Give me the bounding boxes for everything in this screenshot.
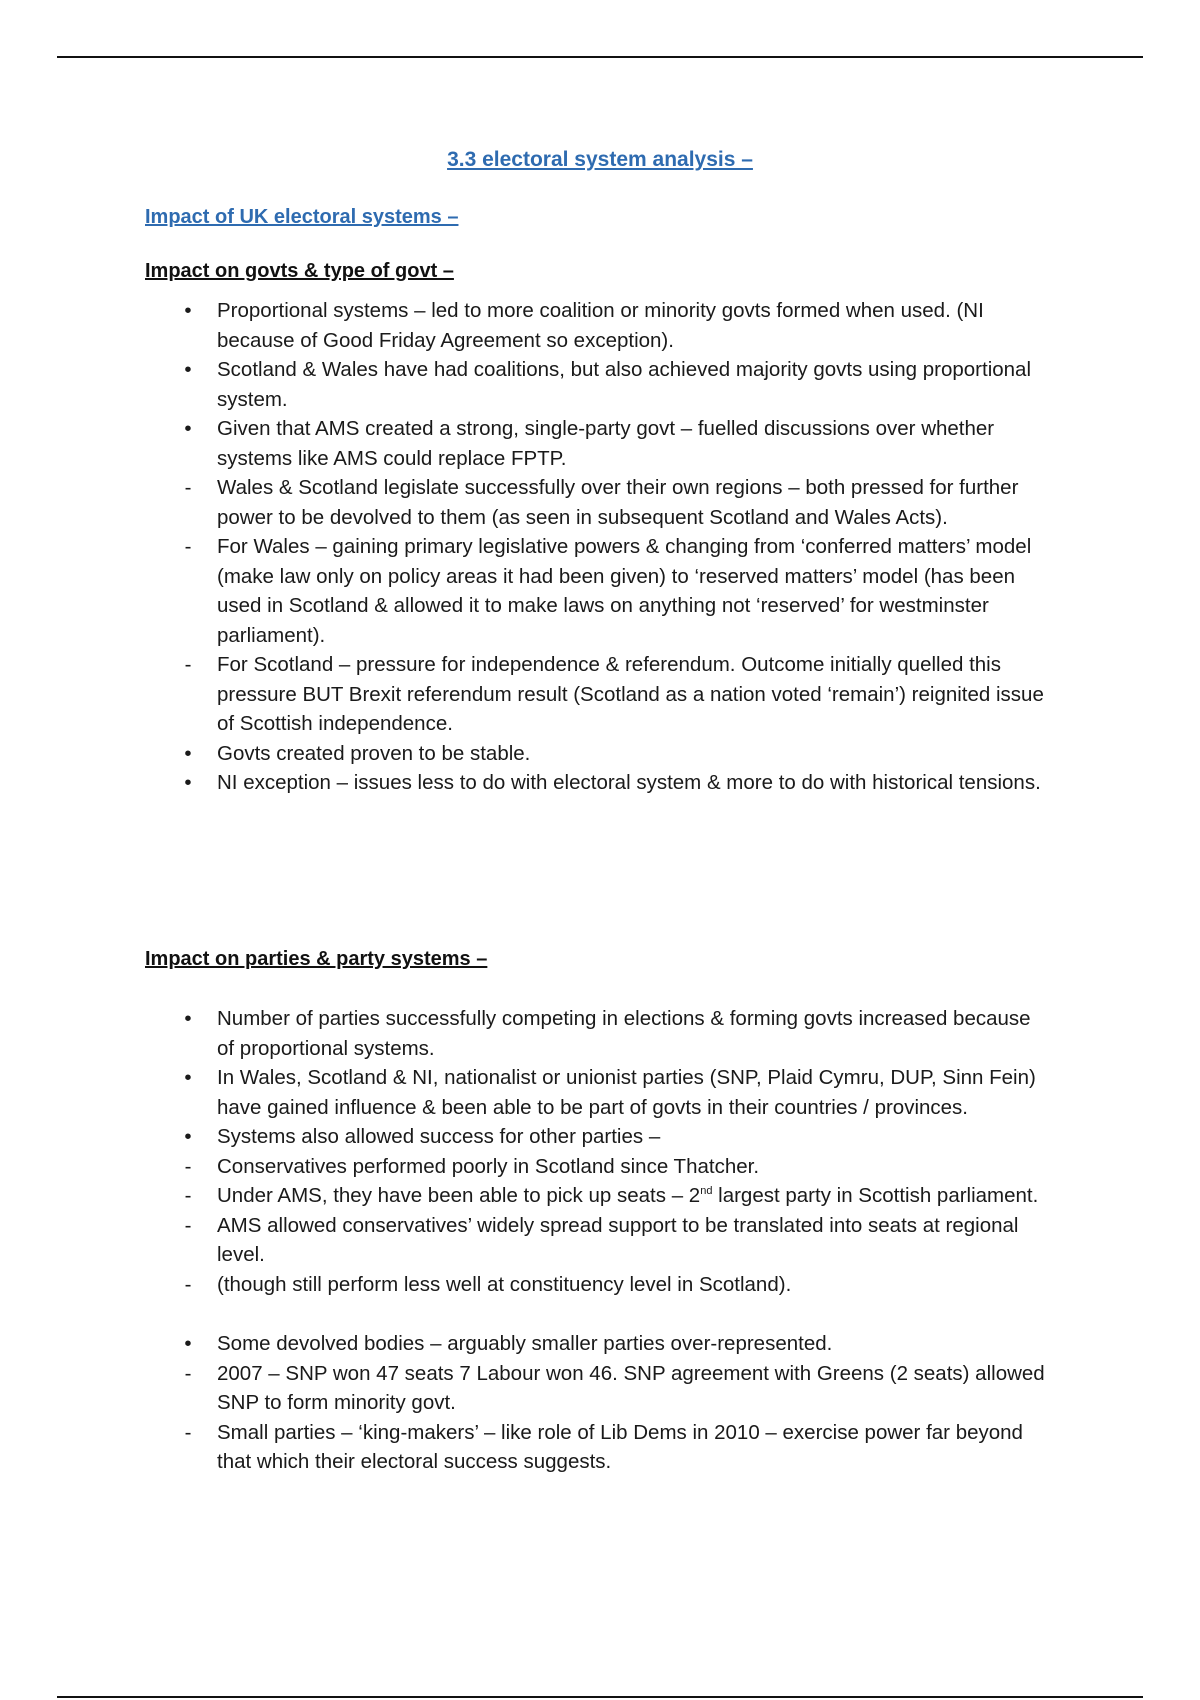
list-item xyxy=(0,1418,1200,1477)
list-item-text: Some devolved bodies – arguably smaller parties over-represented. xyxy=(217,1332,833,1355)
list-item-text: For Wales – gaining primary legislative powers & changing from ‘conferred matters’ model (make law only on policy areas it had been given) to ‘reserved matters’ model (has been used in Scotland & allowed it to make laws on anything not ‘reserved’ for westminster parliament). xyxy=(217,535,1032,647)
list-item xyxy=(0,355,1200,414)
list-spacer xyxy=(0,1299,1200,1329)
list-item xyxy=(0,1181,1200,1211)
dash-marker: - xyxy=(184,476,192,499)
list-item-text: Number of parties successfully competing in elections & forming govts increased because of proportional systems. xyxy=(217,1007,1031,1060)
list-item-text: AMS allowed conservatives’ widely spread support to be translated into seats at regional level. xyxy=(217,1213,1019,1266)
list-item-text: Under AMS, they have been able to pick up seats – 2 xyxy=(217,1184,701,1207)
list-item-text: Govts created proven to be stable. xyxy=(217,741,531,765)
bullet-marker: • xyxy=(184,1066,192,1089)
list-item xyxy=(0,1329,1200,1359)
list-item-text: (though still perform less well at constituency level in Scotland). xyxy=(217,1272,792,1296)
list-item xyxy=(0,1004,1200,1063)
dash-marker: - xyxy=(184,535,192,558)
list-item-text: Wales & Scotland legislate successfully over their own regions – both pressed for further power to be devolved to them (as seen in subsequent Scotland and Wales Acts). xyxy=(217,476,1019,529)
document-title: 3.3 electoral system analysis – xyxy=(447,148,753,171)
bullet-marker: • xyxy=(184,417,192,440)
list-item xyxy=(0,650,1200,739)
dash-marker: - xyxy=(184,1213,192,1237)
list-item xyxy=(0,739,1200,769)
dash-marker: - xyxy=(184,1154,192,1178)
bullet-marker: • xyxy=(184,771,192,794)
dash-marker: - xyxy=(184,653,192,676)
list-item-text: NI exception – issues less to do with electoral system & more to do with historical tensions. xyxy=(217,771,1041,794)
list-item-text: Proportional systems – led to more coalition or minority govts formed when used. (NI because of Good Friday Agreement so exception). xyxy=(217,299,984,352)
list-item-text: 2007 – SNP won 47 seats 7 Labour won 46. SNP agreement with Greens (2 seats) allowed SNP to form minority govt. xyxy=(217,1361,1045,1414)
list-item xyxy=(0,473,1200,532)
bullet-marker: • xyxy=(184,741,192,765)
list-item-text-continued: largest party in Scottish parliament. xyxy=(712,1184,1039,1207)
bullet-marker: • xyxy=(184,1007,192,1030)
list-item xyxy=(0,414,1200,473)
parties-notes-list xyxy=(0,1004,1200,1477)
list-item xyxy=(0,532,1200,650)
list-item xyxy=(0,1359,1200,1418)
list-item-text: Small parties – ‘king-makers’ – like role of Lib Dems in 2010 – exercise power far beyond that which their electoral success suggests. xyxy=(217,1420,1023,1473)
dash-marker: - xyxy=(184,1184,192,1207)
list-item-text: Scotland & Wales have had coalitions, but also achieved majority govts using proportional system. xyxy=(217,358,1032,411)
bullet-marker: • xyxy=(184,1125,192,1148)
list-item xyxy=(0,1122,1200,1152)
bullet-marker: • xyxy=(184,299,192,322)
bullet-marker: • xyxy=(184,1332,192,1355)
dash-marker: - xyxy=(184,1361,192,1385)
ordinal-superscript: nd xyxy=(700,1185,713,1198)
dash-marker: - xyxy=(184,1272,192,1296)
list-item xyxy=(0,768,1200,798)
list-item-text: Conservatives performed poorly in Scotland since Thatcher. xyxy=(217,1154,760,1178)
list-item xyxy=(0,1270,1200,1300)
footer-rule xyxy=(57,1696,1143,1698)
list-item-text: Systems also allowed success for other parties – xyxy=(217,1125,661,1148)
list-item-text: In Wales, Scotland & NI, nationalist or unionist parties (SNP, Plaid Cymru, DUP, Sinn Fein) have gained influence & been able to be part of govts in their countries / provinces. xyxy=(217,1066,1036,1119)
list-item xyxy=(0,1211,1200,1270)
list-item-text: For Scotland – pressure for independence & referendum. Outcome initially quelled this pressure BUT Brexit referendum result (Scotland as a nation voted ‘remain’) reignited issue of Scottish independence. xyxy=(217,653,1044,735)
section-heading: Impact of UK electoral systems – xyxy=(145,206,459,228)
dash-marker: - xyxy=(184,1420,192,1444)
govts-notes-list xyxy=(0,296,1200,798)
header-rule xyxy=(57,56,1143,58)
bullet-marker: • xyxy=(184,358,192,381)
list-item xyxy=(0,296,1200,355)
subheading-parties: Impact on parties & party systems – xyxy=(145,948,488,970)
list-item xyxy=(0,1063,1200,1122)
subheading-govts: Impact on govts & type of govt – xyxy=(145,260,454,282)
list-item-text: Given that AMS created a strong, single-party govt – fuelled discussions over whether systems like AMS could replace FPTP. xyxy=(217,417,995,470)
list-item xyxy=(0,1152,1200,1182)
